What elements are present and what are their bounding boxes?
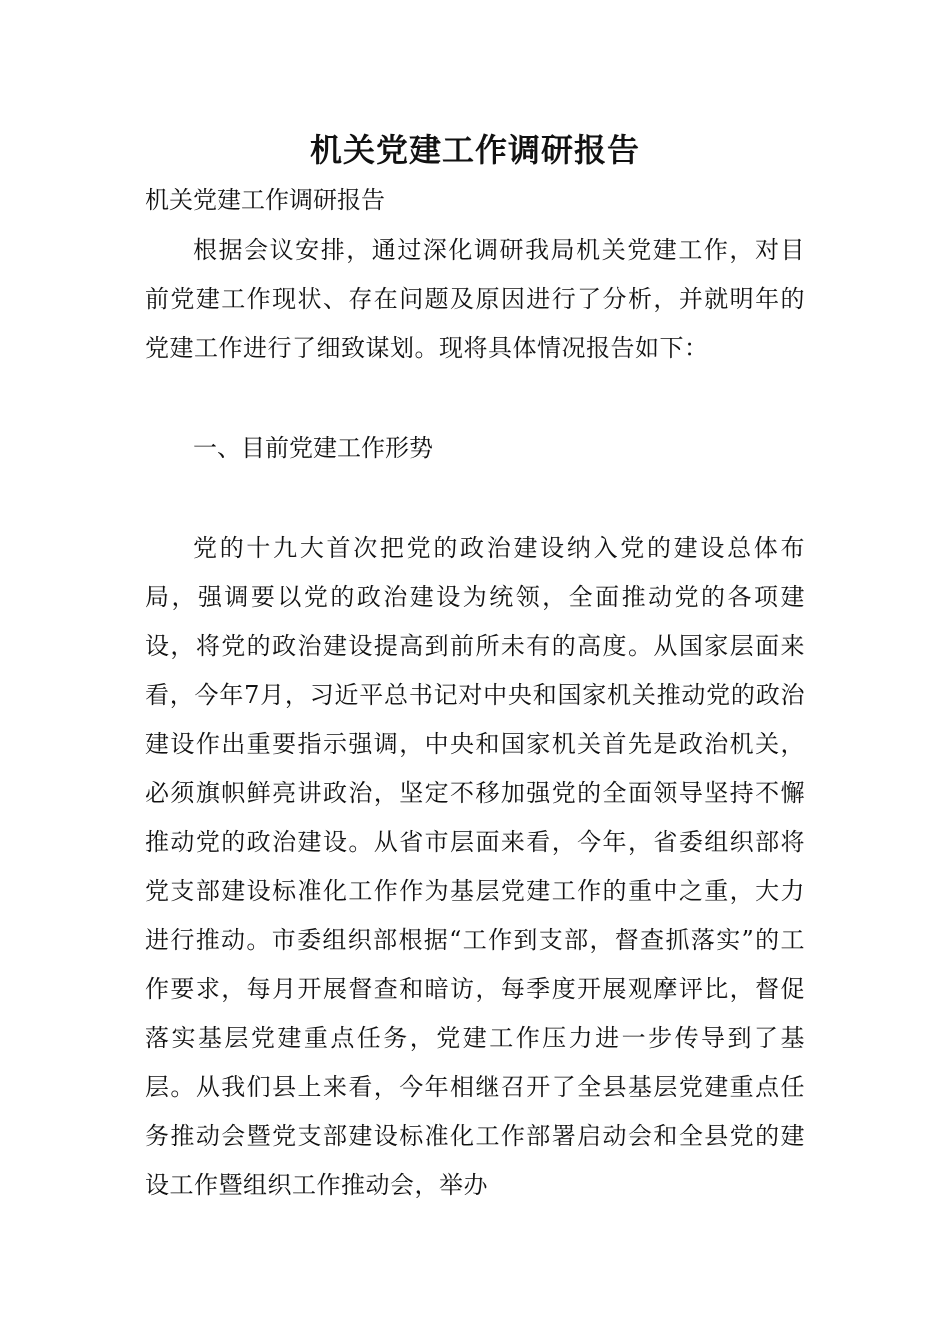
- section-heading: 一、目前党建工作形势: [193, 434, 433, 462]
- document-title: 机关党建工作调研报告: [309, 131, 640, 169]
- intro-paragraph: 根据会议安排，通过深化调研我局机关党建工作，对目前党建工作现状、存在问题及原因进行了分析，并就明年的党建工作进行了细致谋划。现将具体情况报告如下：: [145, 236, 805, 362]
- document-subtitle: 机关党建工作调研报告: [145, 186, 385, 214]
- body-paragraph: 党的十九大首次把党的政治建设纳入党的建设总体布局，强调要以党的政治建设为统领，全面推动党的各项建设，将党的政治建设提高到前所未有的高度。从国家层面来看，今年7月，习近平总书记对中央和国家机关推动党的政治建设作出重要指示强调，中央和国家机关首先是政治机关，必须旗帜鲜亮讲政治，坚定不移加强党的全面领导坚持不懈推动党的政治建设。从省市层面来看，今年，省委组织部将党支部建设标准化工作作为基层党建工作的重中之重，大力进行推动。市委组织部根据“工作到支部，督查抓落实”的工作要求，每月开展督查和暗访，每季度开展观摩评比，督促落实基层党建重点任务，党建工作压力进一步传导到了基层。从我们县上来看，今年相继召开了全县基层党建重点任务推动会暨党支部建设标准化工作部署启动会和全县党的建设工作暨组织工作推动会，举办: [145, 534, 805, 1199]
